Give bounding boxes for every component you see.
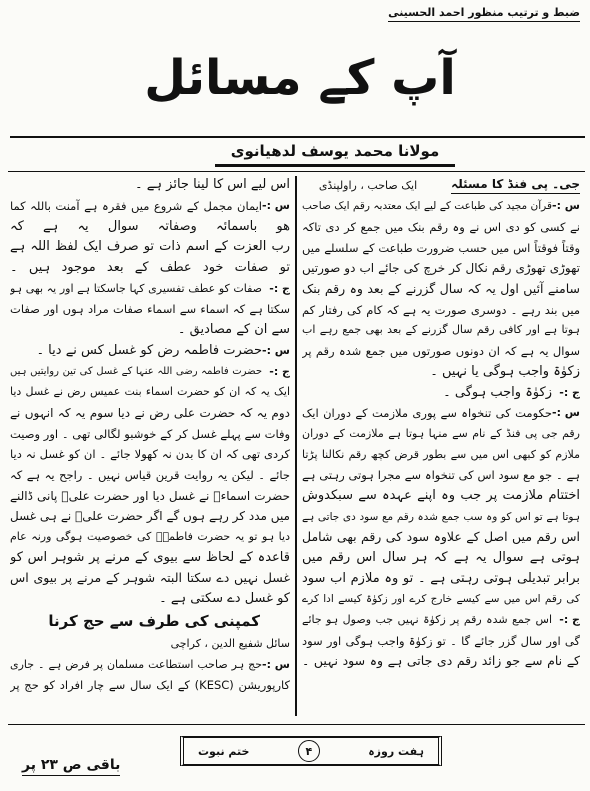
text-line [10, 527, 290, 548]
line-text: اختتام ملازمت پر جب وہ اپنے عہدہ سے سبکدوش [302, 487, 580, 503]
text-line [302, 568, 580, 589]
column-divider [295, 176, 297, 716]
text-line [302, 630, 580, 651]
question-marker: س :- [552, 406, 580, 420]
line-text: ہوتا ہے اور کافی رقم سال گزرنے کے بعد بھی جمع رہے اب [302, 323, 580, 337]
text-line [10, 506, 290, 527]
question-marker: س :- [262, 657, 290, 671]
line-text: سکتا ہے کہ اسماء سے اسماء صفات مراد ہوں اور صفات [10, 302, 290, 317]
line-text: نے کسی کو دی اس نے وہ رقم بنک میں جمع کر دی تاکہ [302, 220, 580, 235]
text-line [302, 444, 580, 465]
text-line [302, 486, 580, 507]
band-left-text: ختم نبوت [198, 744, 250, 758]
text-line [302, 465, 580, 486]
line-text: رقم جی پی فنڈ کے نام سے منہا ہوتا ہے ملازمت کے دوران [302, 426, 580, 440]
magazine-footer-band [180, 736, 442, 766]
line-text: ملازم کو کبھی اس میں سے بطور قرض کچھ رقم نکالنا پڑتا [302, 447, 580, 461]
line-text: دیا ہو تو یہ حضرت فاطمہؓ کی خصوصیت ہوگی ورنہ عام [10, 530, 290, 544]
text-line [10, 299, 290, 320]
question-marker: س :- [262, 343, 290, 357]
text-line [302, 403, 580, 424]
line-text: ایک یہ کہ ان کو حضرت اسماء بنت عمیس رض نے غسل دیا [10, 385, 290, 399]
text-line [10, 568, 290, 589]
text-line [302, 506, 580, 527]
text-line [302, 196, 580, 217]
line-text: سامنے آئیں اول یہ کہ سال گزرنے کے بعد وہ رقم بنک [302, 281, 580, 297]
line-text: میں بند رہے ۔ دوسری صورت یہ ہے کہ کام کی رفتار کم [302, 302, 580, 317]
line-text: اس جمع شدہ رقم پر زکوٰۃ نہیں جب وصول ہو جائے [302, 613, 552, 627]
left-column [10, 175, 290, 696]
line-text: ھو باسمائہ وصفاتہ سوال یہ ہے کہ [10, 218, 290, 234]
line-text: برابر تبدیلی ہوتی رہتی ہے ۔ تو وہ ملازم اب سود [302, 570, 580, 586]
band-right-text: ہفت روزہ [368, 744, 424, 758]
text-line [10, 258, 290, 279]
text-line [10, 216, 290, 237]
answer-marker: ج :- [269, 364, 290, 378]
text-line [302, 299, 580, 320]
line-text: جائے ۔ لیکن یہ روایت قرین قیاس نہیں ۔ راجح یہ ہے کہ [10, 467, 290, 482]
text-line [302, 237, 580, 258]
line-text: میں مدد کر رہے ہوں گے اگر حضرت علیؓ نے ہی غسل [10, 509, 290, 524]
line-text: حضرت فاطمہ رضی اللہ عنہا کے غسل کی تین روایتیں ہیں [10, 365, 262, 377]
text-line [10, 175, 290, 196]
line-text: ایمان مجمل کے شروع میں فقرہ ہے آمنت باللہ کما [10, 199, 262, 214]
title-rule [10, 136, 585, 138]
line-text: صفات کو عطف تفسیری کہا جاسکتا ہے اور یہ بھی ہو [10, 281, 262, 295]
text-line [10, 547, 290, 568]
line-text: غسل نہیں دے سکتا البتہ شوہر کے مرنے پر بیوی اس [10, 570, 290, 586]
text-line [302, 217, 580, 238]
questioner: سائل شفیع الدین ، کراچی [170, 637, 290, 651]
line-text: کارپوریشن (KESC) کے ایک سال سے چار افراد کو حج پر [10, 678, 290, 693]
line-text: گی اور سال گزر جائے گا ۔ تو زکوٰۃ واجب ہوگی اور سود [302, 633, 580, 648]
line-text: حج ہر صاحب استطاعت مسلمان پر فرض ہے ۔ جاری [10, 657, 262, 671]
line-text: کے نام سے جو زائد رقم دی جاتی ہے وہ سود نہیں ۔ [302, 653, 580, 669]
text-line [302, 341, 580, 362]
line-text: تو صفات خود عطف کے بعد موجود ہیں ۔ [10, 260, 290, 276]
line-text: حضرت اسماءؓ نے غسل دیا اور حضرت علیؓ پانی ڈالنے [10, 488, 290, 503]
text-line [10, 465, 290, 486]
text-line [302, 424, 580, 445]
line-text: ہے ۔ جو مع سود اس کی تنخواہ سے مجرا ہوتی رہتی ہے [302, 468, 580, 483]
author-bar [215, 164, 455, 167]
text-line [302, 651, 580, 672]
text-line [302, 258, 580, 279]
text-line [10, 654, 290, 675]
text-line [10, 675, 290, 696]
line-text: زکوٰۃ واجب ہوگی یا نہیں ۔ [430, 363, 580, 379]
text-line [10, 485, 290, 506]
right-column [302, 174, 580, 672]
question-marker: س :- [552, 199, 580, 213]
line-text: دوم یہ کہ حضرت علی رض نے دیا سوم یہ کہ انہوں نے [10, 405, 290, 420]
line-text: قرآن مجید کی طباعت کے لیے ایک معتدبہ رقم ایک صاحب [302, 200, 552, 213]
compiler-credit: ضبط و ترتیب منظور احمد الحسینی [388, 6, 580, 22]
text-line [10, 382, 290, 403]
text-line [10, 589, 290, 610]
text-line [10, 403, 290, 424]
section-heading: کمپنی کی طرف سے حج کرنا [48, 612, 260, 631]
continued-note: باقی ص ۲۳ پر [22, 755, 120, 776]
footer-rule [8, 724, 585, 725]
answer-marker: ج :- [559, 385, 580, 399]
line-text: اس لیے اس کا لینا جائز ہے ۔ [135, 177, 290, 193]
line-text: سے ان کے مصادیق ۔ [177, 322, 290, 338]
line-text: قاعدہ کے لحاظ سے بیوی کے مرنے پر شوہر اس کو [10, 549, 290, 565]
text-line [10, 341, 290, 362]
line-text: کی رقم اس میں سے کیسے خارج کرے اور زکوٰۃ کیسے ادا کرے [302, 593, 580, 606]
text-line [302, 362, 580, 383]
line-text: زکوٰۃ واجب ہوگی ۔ [443, 384, 552, 400]
line-text: ہوتی ہے سوال یہ ہے کہ ہر سال اس رقم میں [302, 550, 580, 566]
text-line [302, 548, 580, 569]
text-line [302, 320, 580, 341]
text-line [10, 320, 290, 341]
text-line [10, 278, 290, 299]
line-text: حکومت کی تنخواہ سے پوری ملازمت کے دوران ایک [302, 406, 552, 421]
line-text: حضرت فاطمہ رض کو غسل کس نے دیا ۔ [36, 342, 262, 358]
line-text: اس رقم میں اصل کے علاوہ سود کی رقم بھی شامل [302, 529, 580, 545]
line-text: کو غسل دے سکتی ہے ۔ [159, 591, 290, 607]
line-text: رب العزت کے اسم ذات تو صرف ایک لفظ اللہ ہے [10, 239, 290, 255]
text-line [302, 589, 580, 610]
author-name: مولانا محمد یوسف لدھیانوی [230, 142, 440, 160]
text-line [302, 527, 580, 548]
text-line [302, 279, 580, 300]
text-line [10, 423, 290, 444]
text-line [10, 444, 290, 465]
text-line [10, 196, 290, 217]
text-line [10, 237, 290, 258]
answer-marker: ج :- [269, 281, 290, 295]
line-text: وفات سے پہلے غسل کر کے خوشبو لگالی تھی ۔ اور وصیت [10, 426, 290, 441]
page-number: ۴ [298, 740, 320, 762]
section-heading-row [302, 174, 580, 196]
line-text: تھوڑی تھوڑی رقم نکال کر خرچ کی جائے اب دو صورتیں [302, 261, 580, 276]
text-line [302, 382, 580, 403]
questioner: ایک صاحب ، راولپنڈی [318, 178, 418, 192]
line-text: ہوتا ہے تو اس کو وہ سب جمع شدہ رقم مع سود دی جاتی ہے [302, 510, 580, 523]
columns-top-rule [8, 171, 585, 172]
question-marker: س :- [262, 199, 290, 213]
text-line [302, 610, 580, 631]
line-text: وقتاً فوقتاً اس میں حسب ضرورت طباعت کے سلسلے میں [302, 240, 580, 255]
answer-marker: ج :- [559, 613, 580, 627]
line-text: کردی تھی کہ ان کا بدن نہ کھولا جائے ۔ ان کو غسل نہ دیا [10, 447, 290, 462]
section-heading: جی۔ پی فنڈ کا مسئلہ [451, 176, 580, 194]
text-line [10, 361, 290, 382]
line-text: سوال یہ ہے کہ ان دونوں صورتوں میں جمع شدہ رقم پر [302, 344, 580, 359]
page-title: آپ کے مسائل [144, 50, 456, 106]
